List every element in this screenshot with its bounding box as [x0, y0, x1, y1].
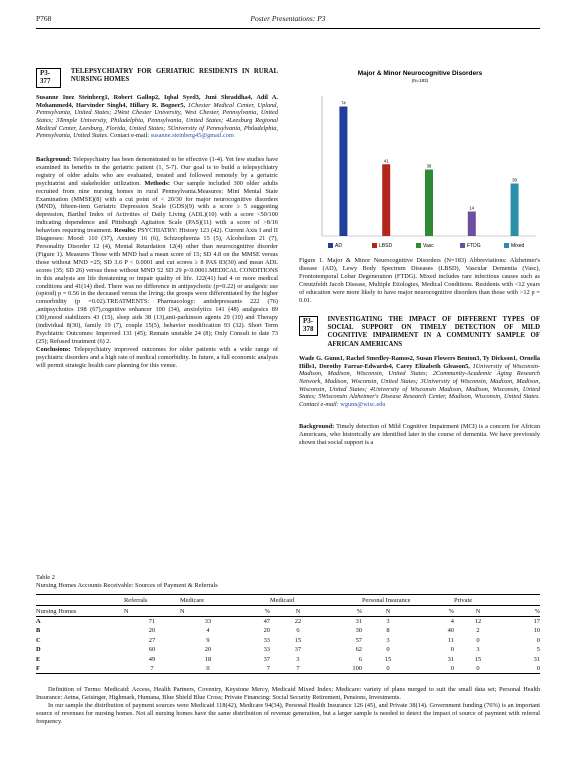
background-label: Background: [299, 422, 335, 430]
table-cell: 0 [450, 664, 454, 672]
methods-text: Our sample included 300 older adults recruited from nine nursing homes in rural Pennsylvania.Measures: Mini Mental State Examination (MMSE)(8) with a cut point of < 20/30 for major neurocognitive disorders (MND), fifteen-item Geriatric Depression Scale (GDS)(9) with a score ≥ 5 suggesting depression, Barthel Index of Activities of Daily Living (ADL)(10) with a score <50/100 indicating dependence and Pittsburgh Agitation Scale (PAS)(11) with a score of >8/16 behaviors requiring treatment. [36, 179, 278, 235]
subheader: N [475, 607, 481, 615]
abstract-affiliations: 1Chester Medical Center, Upland, Pennsylvania, United States; 2West Chester University, West Chester, Pennsylvania, United States; 3Temple University, Philadelphia, Pennsylvania, United States; 4Leesburg Regional Medical Center, Leesburg, Florida, United States; 5University of Pennsylvania, Philadelphia, Pennsylvania, United States. [36, 101, 278, 140]
subheader: Nursing Homes [36, 607, 77, 615]
bar-lbsd [382, 164, 390, 236]
figure-1-caption: Figure 1. Major & Minor Neurocognitive Disorders (N=183) Abbreviations: Alzheimer's disease (AD), Lewy Body Spectrum Diseases (LBSD), Vascular Dementia (Vasc), Frontotemporal Lobar Degeneration (FTDG). Mixed includes rare infectious causes such as Creutzfeldt Jacob Disease, Multiple Etiologies, Medical Conditions. Residents with <12 years of education were more likely to have major neurocognitive disorders than those with >12 p = 0.01. [299, 257, 540, 304]
group-header: Personal Insurance [362, 597, 411, 605]
table-cell: 0 [450, 646, 454, 654]
table-row [36, 626, 540, 635]
abstract-title: TELEPSYCHIATRY FOR GERIATRIC RESIDENTS IN RURAL NURSING HOMES [70, 68, 278, 84]
bar-data-label: 14 [469, 205, 475, 211]
table-cell: 7 [296, 664, 300, 672]
legend-swatch [460, 243, 465, 248]
table-cell: 3 [476, 646, 480, 654]
table-cell: 20 [204, 646, 212, 654]
group-header: Private [454, 597, 473, 605]
table-cell: 5 [536, 646, 540, 654]
table-cell: 4 [450, 617, 454, 625]
table-cell: 6 [296, 627, 300, 635]
bar-ad [339, 107, 347, 237]
table-cell: 12 [474, 617, 482, 625]
table-cell: 15 [474, 655, 482, 663]
subheader: % [448, 607, 454, 615]
table-cell: 10 [533, 627, 540, 635]
table-cell: 37 [263, 655, 270, 663]
legend-swatch [372, 243, 377, 248]
table-cell: 3 [386, 636, 390, 644]
bar-data-label: 41 [383, 158, 389, 164]
header-rule [36, 28, 540, 29]
abstract-affiliations: 1University of Wisconsin-Madison, Madison, Wisconsin, United States; 2Community-Academic Aging Research Network, Madison, Wisconsin, United States; 3University of Wisconsin, Madison, Madison, Wisconsin, United States; 4University of Wisconsin Madison, Madison, Wisconsin, United States; 5Wisconsin Alzheimer's Disease Research Center, Madison, Wisconsin, United States. [299, 362, 541, 401]
results-text: PSYCHIATRY: History 123 (42). Current Axis I and II Diagnoses: Mood: 110 (37), Anxiety 16 (6), Schizophrenia 15 (5), Alcoholism 21 (7), Personality Disorder 12 (4), Mental Retardation 12(4) other than neurocognitive disorder (Figure 1). Measures Those with MND had a mean score of 15; SD 4.8 on the MMSE versus those without MND =25; SD 3.6 P < 0.0001 and cut scores ≥ 8 PAS 83(30) and mean ADL scores (35; SD 26) versus those without MND 52 SD 29 p<0.0001.MEDICAL CONDITIONS in this analysis are life threatening or impair quality of life. 122(41) had 4 or more medical conditions and 41(14) died. There was no difference in antipsychotic (p=0.22) or analgesic use (opioid) p = 0.56 in the deceased versus the living; the groups were differentiated by the higher comorbidity (p =0.02).TREATMENTS: Pharmacology: antidepressants 222 (76) ,antipsychotics 198 (67),cognitive enhancer 100 (34), anxiolytics 141 (48) analgesics 89 (30),mood stabilizers 43 (15), sleep aids 38 (13),anti-parkinson agents 29 (10) and Therapy (individual 8(30), family 19 (7), couple 15(5), behavior modification 93 (32). Short Term Psychiatric Outcomes: Improved 131 (45); Remain unstable 24 (8); Only Consult to date 73 (25); Refused treatment (6) 2. [36, 227, 278, 345]
table-cell: 17 [533, 617, 540, 625]
table-cell: 0 [476, 664, 480, 672]
methods-label: Methods: [144, 179, 170, 187]
table-cell: 31 [447, 655, 454, 663]
bar-ftdg [468, 212, 476, 237]
table-cell: 60 [148, 646, 156, 654]
abstract-tag: P3-377 [36, 68, 61, 88]
table-cell: 27 [148, 636, 156, 644]
subheader: % [356, 607, 362, 615]
figure-1-bar-chart [300, 66, 540, 254]
running-header: Poster Presentations: P3 [250, 14, 326, 23]
table-row [36, 645, 540, 654]
bar-mixed [511, 184, 519, 237]
contact-label: Contact e-mail: [299, 401, 339, 409]
table-cell: 30 [355, 627, 362, 635]
chart-title: Major & Minor Neurocognitive Disorders [357, 70, 483, 77]
table-group-header-row [36, 596, 540, 606]
table-cell: 8 [386, 627, 390, 635]
legend-label: Mixed [511, 243, 525, 249]
subheader: % [534, 607, 540, 615]
abstract-p3-377 [36, 68, 278, 370]
page-number: P768 [36, 14, 52, 23]
table-cell: 6 [358, 655, 362, 663]
abstract-authors: Susanne Inez Steinberg1, Robert Gallop2, Iqbal Syed3, Juni Shraddha4, Adil A. Mohammed4, Harvinder Singh4, Hillary R. Bogner5, [36, 93, 278, 109]
row-label: D [36, 646, 41, 654]
background-text: Timely detection of Mild Cognitive Impairment (MCI) is a concern for African Americans, who historically are identified later in the course of dementia. We have previously shown that social support is a [299, 422, 540, 446]
table-top-rule [36, 594, 540, 595]
table-cell: 49 [148, 655, 156, 663]
table-footnotes [36, 686, 540, 726]
background-text: Telepsychiatry has been demonstrated to be effective (1-4). Yet few studies have examined its benefits in the geriatric patient (1, 5-7). Our goal is to build a telepsychiatry registry of older adults who are evaluated, treated and followed remotely by a geriatric psychiatrist and stakeholder utilization. [36, 156, 278, 187]
table-cell: 15 [384, 655, 392, 663]
table-cell: 31 [533, 655, 540, 663]
table-cell: 0 [386, 646, 390, 654]
table-cell: 20 [148, 627, 156, 635]
table-cell: 62 [355, 646, 362, 654]
results-label: Results: [114, 227, 136, 235]
legend-label: AD [335, 243, 342, 249]
legend-label: FTDG [467, 243, 481, 249]
group-header: Referrals [124, 597, 148, 605]
table-cell: 0 [536, 636, 540, 644]
subheader: N [124, 607, 129, 615]
table-2-block [36, 574, 540, 590]
table-cell: 0 [386, 664, 390, 672]
table-cell: 3 [386, 617, 390, 625]
table-cell: 18 [204, 655, 212, 663]
table-note: In our sample the distribution of payment sources were Medicaid 118(42), Medicare 94(34), Personal Health Insurance 126 (45), and Private 38(14). Government funding (76%) is an important source of revenues for nursing homes. Not all nursing homes have the same distribution of revenue generation, but a larger sample is needed to detect the impact of source of payment with referral frequency. [36, 702, 540, 725]
abstract-title: INVESTIGATING THE IMPACT OF DIFFERENT TYPES OF SOCIAL SUPPORT ON TIMELY DETECTION OF MILD COGNITIVE IMPAIRMENT IN A COMMUNITY SAMPLE OF AFRICAN AMERICANS [327, 316, 540, 348]
conclusions-text: Telepsychiatry improved outcomes for older patients with a wide range of psychiatric disorders and a high rate of medical comorbidity. In future, a full economic analysis will permit strategic health care planning for this venue. [36, 345, 278, 369]
table-row [36, 636, 540, 645]
table-subheader-row [36, 606, 540, 616]
contact-email-link[interactable]: wgunn@wisc.edu [340, 401, 386, 409]
contact-email-link[interactable]: susanne.steinberg45@gmail.com [150, 132, 234, 140]
table-cell: 3 [296, 655, 300, 663]
legend-swatch [328, 243, 333, 248]
table-cell: 11 [447, 636, 454, 644]
table-cell: 33 [263, 646, 270, 654]
table-cell: 7 [150, 664, 154, 672]
table-cell: 100 [352, 664, 362, 672]
subheader: N [295, 607, 301, 615]
conclusions-label: Conclusions: [36, 345, 71, 353]
table-cell: 37 [294, 646, 302, 654]
table-title: Table 2 [36, 574, 55, 581]
table-definition: Definition of Terms: Medicaid: Access, Health Partners, Coventry, Keystone Mercy, Medicaid Mixed Index; Medicare: variety of plans merged to suit the small data set; Personal Health Insurance: Aetna, Geisinger, Highmark, Humana, Blue Shield Blue Cross; Private Financing: Social Security Retirement, Pensions, Investments. [36, 686, 540, 701]
table-row [36, 664, 540, 674]
subheader: % [264, 607, 270, 615]
table-caption: Nursing Homes Accounts Receivable: Sources of Payment & Referrals [36, 582, 218, 589]
table-cell: 2 [476, 627, 480, 635]
chart-subtitle: (N=183) [411, 78, 429, 83]
table-row [36, 654, 540, 663]
table-cell: 40 [447, 627, 454, 635]
row-label: C [36, 636, 41, 644]
contact-label: Contact e-mail: [109, 132, 149, 140]
table-cell: 0 [206, 664, 210, 672]
bar-vasc [425, 170, 433, 237]
row-label: A [36, 617, 41, 625]
table-cell: 7 [266, 664, 270, 672]
background-label: Background: [36, 156, 72, 164]
legend-label: Vasc [423, 243, 434, 249]
table-2 [36, 596, 540, 674]
group-header: Medicaid [270, 597, 295, 605]
table-cell: 15 [294, 636, 302, 644]
table-cell: 31 [355, 617, 362, 625]
table-cell: 0 [476, 636, 480, 644]
group-header: Medicare [180, 597, 205, 605]
legend-swatch [504, 243, 509, 248]
table-cell: 22 [294, 617, 302, 625]
abstract-tag: P3-378 [299, 316, 318, 336]
bar-data-label: 38 [426, 163, 432, 169]
bar-data-label: 30 [512, 177, 517, 183]
table-cell: 47 [263, 617, 270, 625]
row-label: E [36, 655, 41, 663]
table-cell: 4 [206, 627, 210, 635]
table-cell: 71 [148, 617, 156, 625]
table-cell: 33 [263, 636, 270, 644]
legend-label: LBSD [379, 243, 393, 249]
table-cell: 20 [263, 627, 270, 635]
table-cell: 33 [204, 617, 212, 625]
table-cell: 9 [206, 636, 210, 644]
abstract-authors: Wade G. Gunn1, Rachel Smedley-Ramos2, Susan Flowers Benton3, Ty Dickson1, Ornella Hills1, Dorothy Farrar-Edwards4, Carey Elizabeth Gleason5, [299, 354, 540, 370]
subheader: N [180, 607, 185, 615]
row-label: B [36, 627, 41, 635]
abstract-p3-378 [299, 316, 540, 446]
bar-data-label: 74 [341, 100, 346, 106]
row-label: F [36, 664, 40, 672]
table-cell: 0 [536, 664, 540, 672]
subheader: N [385, 607, 391, 615]
legend-swatch [416, 243, 421, 248]
table-row [36, 616, 540, 626]
table-cell: 57 [355, 636, 362, 644]
